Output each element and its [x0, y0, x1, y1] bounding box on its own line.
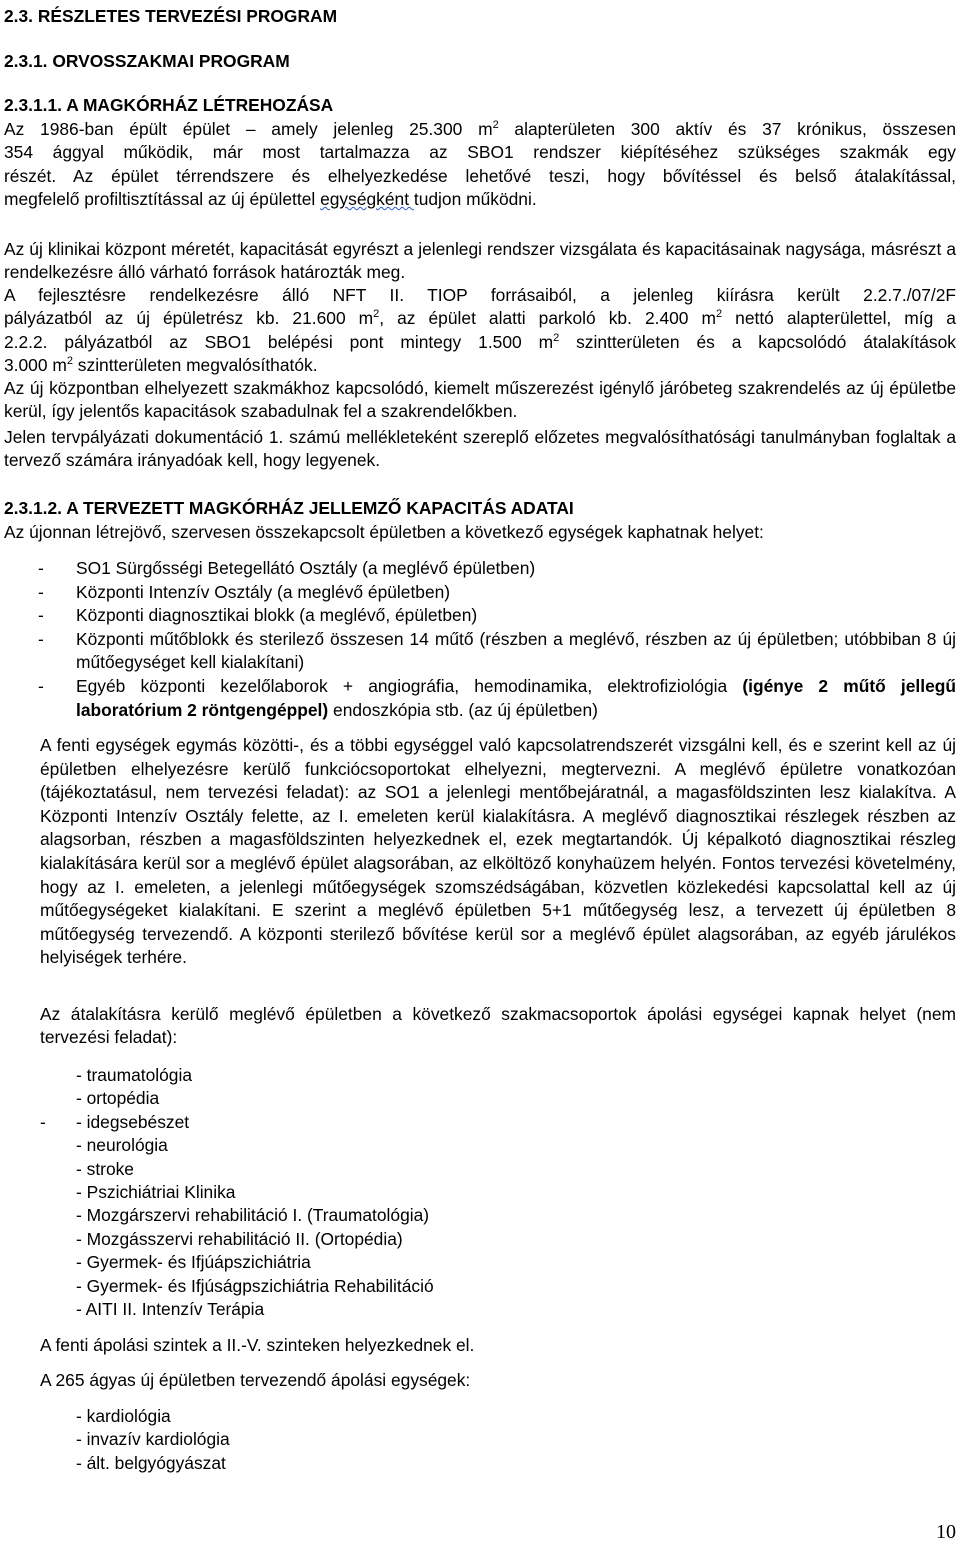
paragraph-new-building-units: A 265 ágyas új épületben tervezendő ápolási egységek: [40, 1370, 471, 1390]
paragraph-units-intro: Az újonnan létrejövő, szervesen összekapcsolt épületben a következő egységek kaphatnak helyet: [4, 522, 764, 542]
list-item: - Pszichiátriai Klinika [76, 1182, 236, 1203]
list-item: - Gyermek- és Ifjúápszichiátria [76, 1252, 311, 1273]
list-item: - Központi diagnosztikai blokk (a meglévő, épületben) [38, 605, 478, 626]
list-item: - invazív kardiológia [76, 1429, 230, 1450]
paragraph-unit-relations: A fenti egységek egymás közötti-, és a többi egységgel való kapcsolatrendszerét vizsgálni kell, és e szerint kell az új épületben elhelyezésre kerülő funkciócsoportokat elhelyezni, megtervezni. A meglévő épületre vonatkozóan (tájékoztatásul, nem tervezési feladat): az SO1 a jelenlegi mentőbejáratnál, a magasföldszinten lesz kialakítva. A Központi Intenzív Osztály felette, az I. emeleten kerül kialakításra. A meglévő diagnosztikai részlegek részben az alagsorban, részben a magasföldszinten helyezkednek el, ezek megtartandók. Új képalkotó diagnosztikai részleg kialakítására kerül sor a meglévő épület alagsorában, az elköltöző konyhaüzem helyén. Fontos tervezési követelmény, hogy az I. emeleten, a jelenlegi műtőegységek szomszédságában, közvetlen közlekedési kapcsolattal kell az új műtőegységeket kialakítani. E szerint a meglévő épületben 5+1 műtőegység lesz, a tervezett új épületben 8 műtőegység tervezendő. A központi sterilező bővítése kerül sor a meglévő épület alagsorában, az egyéb járulékos helyiségek terhére. [40, 735, 956, 968]
list-item: - kardiológia [76, 1406, 171, 1426]
spellcheck-underline: egységként [320, 188, 414, 209]
paragraph-outpatient: Az új központban elhelyezett szakmákhoz kapcsolódó, kiemelt műszerezést igénylő járóbeteg szakrendelés az új épületbe kerül, így jelentős kapacitások szabadulnak fel a szakrendelőkben. [4, 378, 956, 422]
list-item: - ortopédia [76, 1088, 160, 1109]
section-heading-2-3: 2.3. RÉSZLETES TERVEZÉSI PROGRAM [4, 6, 338, 26]
list-item: - neurológia [76, 1135, 168, 1156]
list-item: - Gyermek- és Ifjúságpszichiátria Rehabilitáció [76, 1275, 434, 1296]
list-item: - Központi műtőblokk és sterilező összesen 14 műtő (részben a meglévő, részben az új épületben; utóbbiban 8 új műtőegységet kell kialakítani) [38, 628, 956, 673]
section-heading-2-3-1: 2.3.1. ORVOSSZAKMAI PROGRAM [4, 51, 290, 71]
list-item: - idegsebészet [76, 1111, 190, 1132]
list-item: - Központi Intenzív Osztály (a meglévő épületben) [38, 581, 451, 602]
list-item: - Egyéb központi kezelőlaborok + angiográfia, hemodinamika, elektrofiziológia (igénye 2 műtő jellegű laboratórium 2 röntgengéppel) endoszkópia stb. (az új épületben) [38, 675, 956, 720]
list-item: - ált. belgyógyászat [76, 1452, 226, 1473]
paragraph-nursing-intro: Az átalakításra kerülő meglévő épületben a következő szakmacsoportok ápolási egységei kapnak helyet (nem tervezési feladat): [40, 1004, 956, 1048]
paragraph-nursing-levels: A fenti ápolási szintek a II.-V. szinteken helyezkednek el. [40, 1335, 475, 1355]
paragraph-funding: A fejlesztésre rendelkezésre álló NFT II. TIOP forrásaiból, a jelenleg kiírásra került 2.2.7./07/2F pályázatból az új épületrész kb. 21.600 $m^2$, az épület alatti parkoló kb. 2.400 $m^2$ nettó alapterülettel, míg a 2.2.2. pályázatból az SBO1 belépési pont mintegy 1.500 $m^2$ szintterületen és a kapcsolódó átalakítások 3.000 $m^2$ szintterületen megvalósíthatók. [4, 285, 956, 375]
list-item: - AITI II. Intenzív Terápia [76, 1299, 265, 1320]
nursing-units-list [76, 1064, 956, 1321]
paragraph-feasibility: Jelen tervpályázati dokumentáció 1. számú mellékleteként szereplő előzetes megvalósíthatósági tanulmányban foglaltak a tervező számára irányadóak kell, hogy legyenek. [4, 427, 956, 471]
paragraph-clinical-center: Az új klinikai központ méretét, kapacitását egyrészt a jelenlegi rendszer vizsgálata és kapacitásainak nagysága, másrészt a rendelkezésre álló várható források határozták meg. [4, 239, 956, 283]
list-item: - traumatológia [76, 1065, 192, 1085]
list-item: - Mozgárszervi rehabilitáció I. (Traumatológia) [76, 1205, 430, 1226]
list-item: - SO1 Sürgősségi Betegellátó Osztály (a meglévő épületben) [38, 558, 536, 578]
list-item: - Mozgásszervi rehabilitáció II. (Ortopédia) [76, 1228, 403, 1249]
margin-dash: - [40, 1112, 46, 1132]
section-heading-2-3-1-1: 2.3.1.1. A MAGKÓRHÁZ LÉTREHOZÁSA [4, 95, 334, 115]
units-list [38, 557, 956, 722]
paragraph-building-intro: Az 1986-ban épült épület – amely jelenleg 25.300 $m^2$ alapterületen 300 aktív és 37 krónikus, összesen 354 ággyal működik, már most tartalmazza az SBO1 rendszer kiépítéséhez szükséges szakmák egy részét. Az épület térrendszere és elhelyezkedése lehetővé teszi, hogy bővítéssel és belső átalakítással, megfelelő profiltisztítással az új épülettel egységként tudjon működni. [4, 119, 956, 209]
list-item: - stroke [76, 1158, 134, 1179]
section-heading-2-3-1-2: 2.3.1.2. A TERVEZETT MAGKÓRHÁZ JELLEMZŐ KAPACITÁS ADATAI [4, 498, 574, 518]
new-units-list [76, 1405, 956, 1475]
page-number: 10 [936, 1521, 956, 1543]
